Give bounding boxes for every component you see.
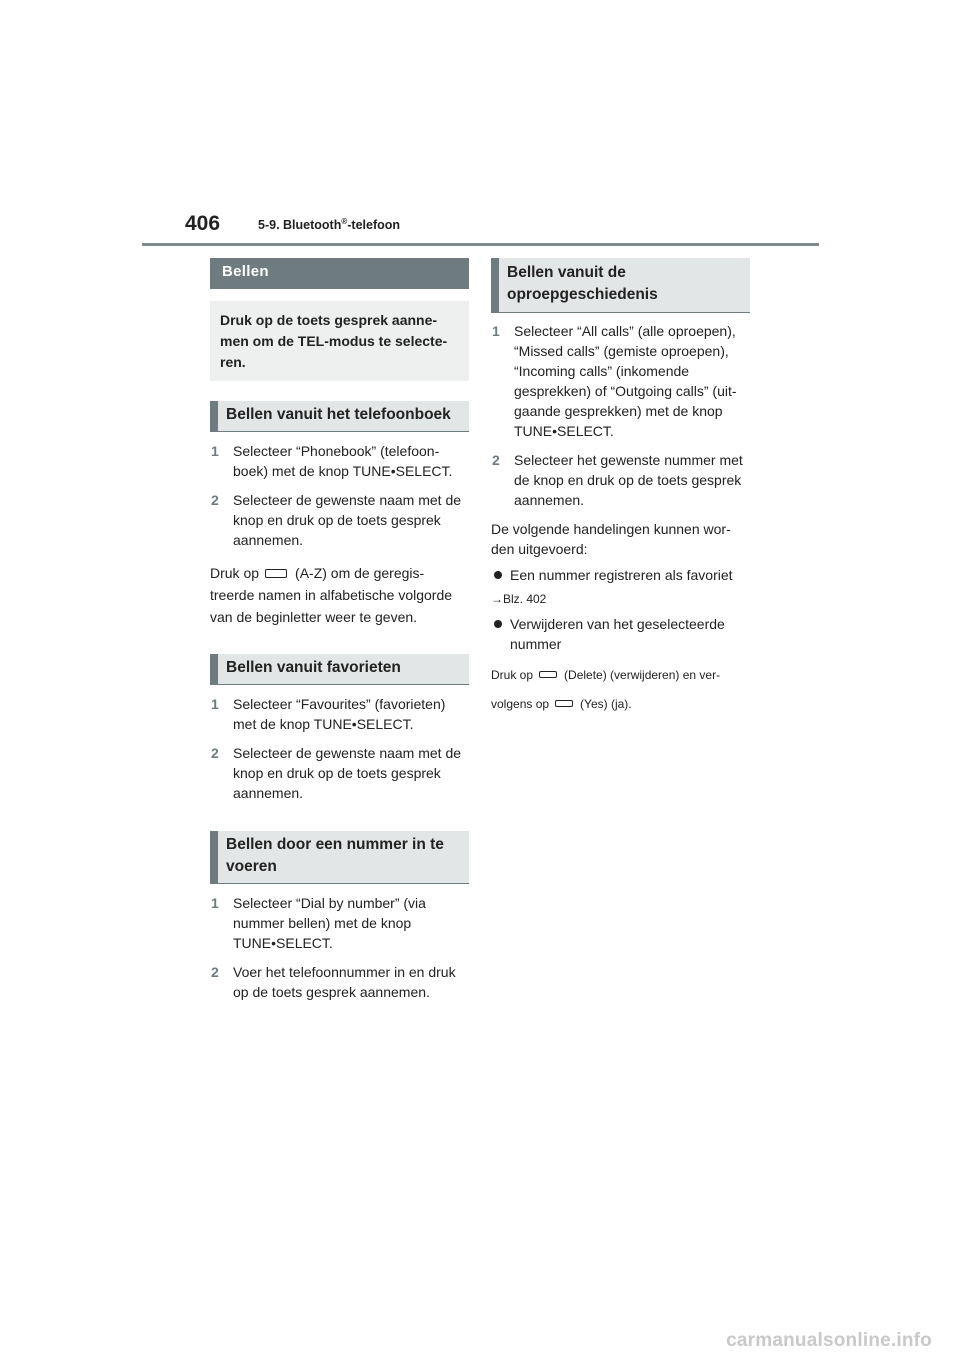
step (210, 694, 469, 734)
button-icon (555, 700, 573, 707)
watermark: carmanualsonline.info (726, 1330, 932, 1351)
step-text: Selecteer het gewenste nummer met de knop en druk op de toets gesprek aannemen. (514, 452, 743, 508)
step (210, 893, 469, 953)
step-text: Selecteer “All calls” (alle oproepen), “Missed calls” (gemiste oproepen), “Incoming calls” (inkomende gesprekken) of “Outgoing calls” (uit-gaande gesprekken) met de knop TUNE•SELECT. (514, 323, 737, 439)
heading-dial: Bellen door een nummer in te voeren (210, 831, 469, 884)
page-number: 406 (185, 212, 221, 235)
button-icon (265, 569, 287, 578)
step-number: 1 (211, 895, 219, 911)
step-text: Selecteer “Dial by number” (via nummer bellen) met de knop TUNE•SELECT. (233, 895, 426, 951)
az-note (210, 562, 469, 628)
step-number: 1 (492, 323, 500, 339)
step-text: Selecteer de gewenste naam met de knop en druk op de toets gesprek aannemen. (233, 492, 462, 548)
az-note-rest: treerde namen in alfabetische volgorde van de beginletter weer te geven. (210, 587, 453, 625)
page-reference: →Blz. 402 (491, 592, 547, 606)
section-title-prefix: 5-9. Bluetooth (258, 218, 342, 233)
button-icon (539, 671, 557, 678)
step-number: 1 (211, 696, 219, 712)
yes-note-post: (Yes) (ja). (580, 697, 632, 711)
step (210, 490, 469, 550)
header-rule (142, 243, 819, 246)
step-text: Selecteer “Phonebook” (telefoon-boek) met de knop TUNE•SELECT. (233, 443, 453, 479)
right-column (491, 258, 750, 713)
step (491, 321, 750, 441)
bullet-item: Verwijderen van het geselecteerde nummer (491, 614, 750, 654)
step-number: 2 (211, 492, 219, 508)
yes-note-pre: volgens op (491, 697, 550, 711)
step-text: Selecteer de gewenste naam met de knop en druk op de toets gesprek aannemen. (233, 745, 462, 801)
section-title (258, 217, 400, 232)
az-note-post: (A-Z) om de geregis- (295, 565, 425, 581)
step (210, 441, 469, 481)
step (210, 962, 469, 1002)
bullet-item: Een nummer registreren als favoriet (491, 565, 750, 585)
step-number: 1 (211, 443, 219, 459)
left-column (210, 258, 469, 1011)
intro-box: Druk op de toets gesprek aanne-men om de TEL-modus te selecte-ren. (210, 301, 469, 381)
step (210, 743, 469, 803)
delete-note (491, 666, 750, 684)
step-text: Voer het telefoonnummer in en druk op de toets gesprek aannemen. (233, 964, 456, 1000)
step-number: 2 (211, 964, 219, 980)
heading-favourites: Bellen vanuit favorieten (210, 654, 469, 685)
main-heading: Bellen (210, 258, 469, 289)
delete-note-pre: Druk op (491, 668, 534, 682)
step (491, 450, 750, 510)
step-text: Selecteer “Favourites” (favorieten) met de knop TUNE•SELECT. (233, 696, 446, 732)
az-note-pre: Druk op (210, 565, 260, 581)
section-title-suffix: -telefoon (347, 218, 401, 233)
registered-mark: ® (341, 217, 348, 226)
delete-note-post: (Delete) (verwijderen) en ver- (564, 668, 721, 682)
step-number: 2 (211, 745, 219, 761)
step-number: 2 (492, 452, 500, 468)
heading-history: Bellen vanuit de oproepgeschiedenis (491, 258, 750, 313)
heading-phonebook: Bellen vanuit het telefoonboek (210, 401, 469, 432)
yes-note (491, 695, 750, 713)
operations-intro: De volgende handelingen kunnen wor-den uitgevoerd: (491, 521, 731, 557)
